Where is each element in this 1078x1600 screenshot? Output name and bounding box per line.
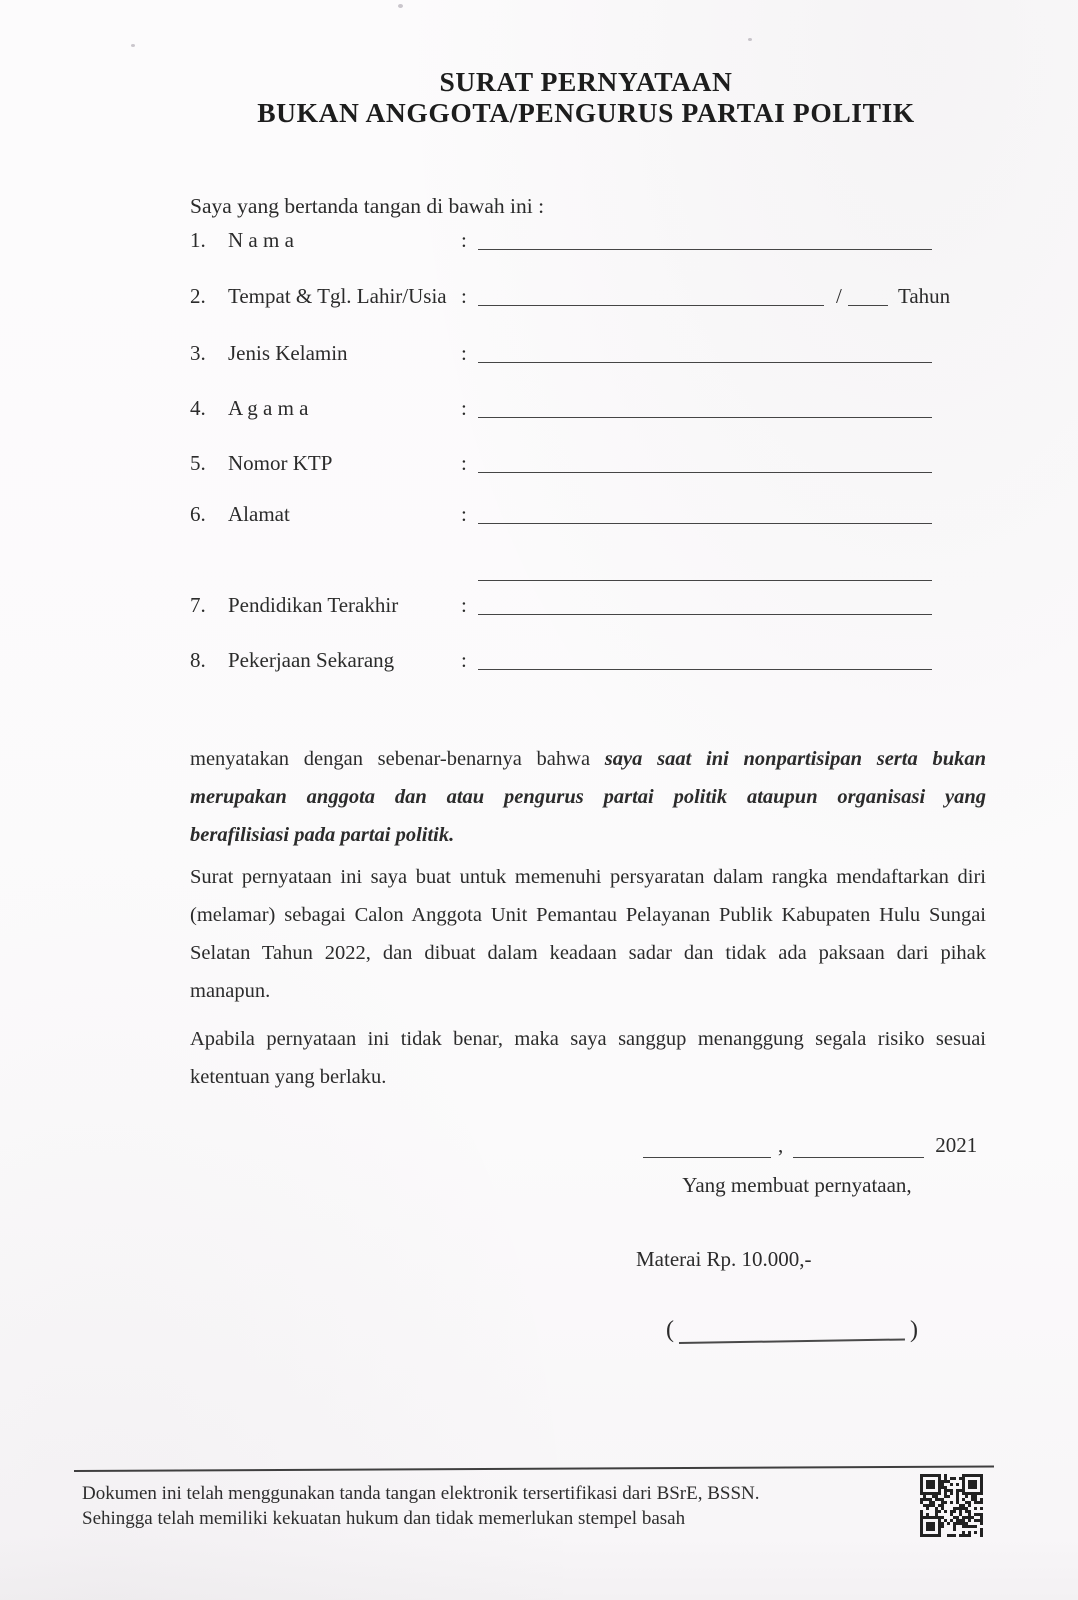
form-row-alamat — [190, 502, 990, 529]
form-row-tempat-tgl-lahir — [190, 284, 990, 311]
item-number: 4. — [190, 396, 206, 420]
intro-line: Saya yang bertanda tangan di bawah ini : — [190, 194, 545, 218]
item-number: 8. — [190, 648, 206, 672]
signature-year: 2021 — [935, 1133, 978, 1157]
purpose-line-2: (melamar) sebagai Calon Anggota Unit Pemantau Pelayanan Publik Kabupaten Hulu Sungai — [190, 904, 986, 926]
item-colon: : — [461, 648, 467, 672]
alamat-second-blank-line — [478, 558, 932, 581]
risk-line-1: Apabila pernyataan ini tidak benar, maka saya sanggup menanggung segala risiko sesuai — [190, 1028, 986, 1050]
materai-note: Materai Rp. 10.000,- — [636, 1247, 812, 1271]
paren-open: ( — [666, 1317, 674, 1343]
blank-line — [478, 592, 932, 615]
signature-caption: Yang membuat pernyataan, — [682, 1173, 912, 1197]
form-row-pekerjaan-sekarang — [190, 648, 990, 675]
item-number: 2. — [190, 284, 206, 308]
scan-artifact — [748, 38, 752, 41]
date-blank-line — [793, 1131, 924, 1158]
blank-line — [478, 501, 932, 524]
declaration-emphasis-2: merupakan anggota dan atau pengurus partai politik ataupun organisasi yang — [190, 786, 986, 808]
blank-line — [478, 647, 932, 670]
item-colon: : — [461, 284, 467, 308]
blank-line — [478, 450, 932, 473]
item-label: Tempat & Tgl. Lahir/Usia — [228, 284, 447, 308]
date-comma: , — [778, 1133, 784, 1157]
declaration-paragraph — [190, 740, 986, 854]
scan-artifact — [398, 4, 403, 8]
item-label: Pendidikan Terakhir — [228, 593, 399, 617]
form-row-nama — [190, 228, 990, 255]
item-label: Nomor KTP — [228, 451, 333, 475]
item-colon: : — [461, 451, 467, 475]
declaration-emphasis-3: berafilisiasi pada partai politik. — [190, 824, 455, 846]
blank-line-short — [848, 283, 888, 306]
signature-name-line — [666, 1310, 918, 1344]
item-label: Jenis Kelamin — [228, 341, 348, 365]
item-colon: : — [461, 341, 467, 365]
item-suffix: Tahun — [898, 284, 951, 308]
risk-paragraph — [190, 1020, 986, 1096]
item-label: N a m a — [228, 228, 294, 252]
blank-line — [478, 283, 824, 306]
declaration-line-1 — [190, 740, 986, 778]
item-number: 7. — [190, 593, 206, 617]
form-row-agama — [190, 396, 990, 423]
item-colon: : — [461, 593, 467, 617]
purpose-line-3: Selatan Tahun 2022, dan dibuat dalam keadaan sadar dan tidak ada paksaan dari pihak — [190, 942, 986, 964]
scan-artifact — [131, 44, 135, 47]
footer-line-2: Sehingga telah memiliki kekuatan hukum dan tidak memerlukan stempel basah — [82, 1508, 686, 1529]
purpose-line-1: Surat pernyataan ini saya buat untuk memenuhi persyaratan dalam rangka mendaftarkan diri — [190, 866, 986, 888]
place-blank-line — [643, 1131, 771, 1158]
form-row-jenis-kelamin — [190, 341, 990, 368]
item-number: 6. — [190, 502, 206, 526]
item-number: 3. — [190, 341, 206, 365]
title-line-2: BUKAN ANGGOTA/PENGURUS PARTAI POLITIK — [257, 97, 915, 128]
signature-blank-line — [679, 1310, 905, 1344]
qr-code — [920, 1474, 983, 1537]
blank-line — [478, 340, 932, 363]
place-date-line — [643, 1130, 977, 1158]
purpose-paragraph — [190, 858, 986, 1010]
blank-line — [478, 227, 932, 250]
item-label: Pekerjaan Sekarang — [228, 648, 395, 672]
footer-line-1: Dokumen ini telah menggunakan tanda tangan elektronik tersertifikasi dari BSrE, BSSN. — [82, 1483, 760, 1504]
item-label: Alamat — [228, 502, 290, 526]
form-row-nomor-ktp — [190, 451, 990, 478]
declaration-lead: menyatakan dengan sebenar-benarnya bahwa — [190, 748, 591, 770]
item-colon: : — [461, 396, 467, 420]
purpose-line-4: manapun. — [190, 980, 271, 1002]
blank-line — [478, 395, 932, 418]
item-number: 5. — [190, 451, 206, 475]
slash-separator: / — [836, 284, 842, 308]
item-colon: : — [461, 228, 467, 252]
paren-close: ) — [910, 1317, 918, 1343]
item-label: A g a m a — [228, 396, 309, 420]
declaration-emphasis-1: saya saat ini nonpartisipan serta bukan — [604, 748, 987, 770]
item-colon: : — [461, 502, 467, 526]
footer-rule — [74, 1466, 994, 1472]
risk-line-2: ketentuan yang berlaku. — [190, 1066, 387, 1088]
item-number: 1. — [190, 228, 206, 252]
document-title — [190, 66, 982, 128]
form-row-pendidikan-terakhir — [190, 593, 990, 620]
title-line-1: SURAT PERNYATAAN — [439, 66, 733, 97]
